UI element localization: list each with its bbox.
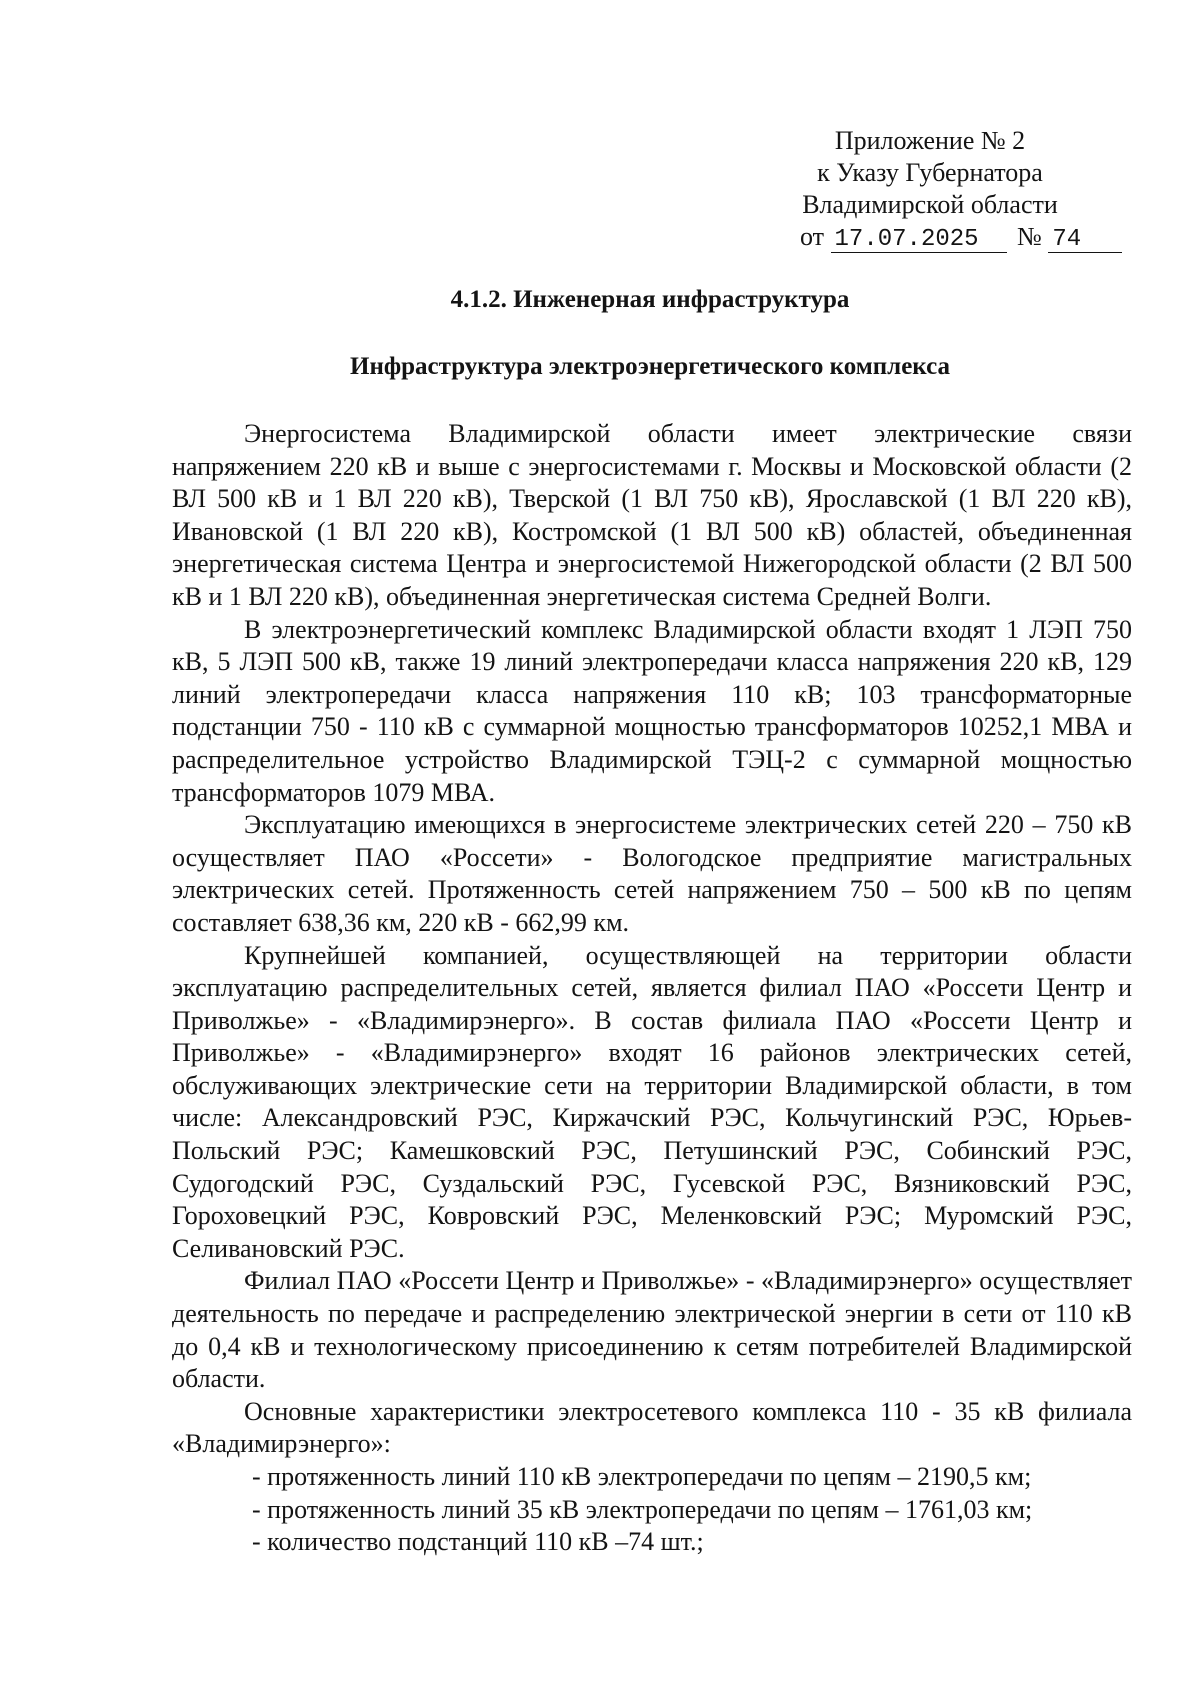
decree-number: 74 xyxy=(1048,228,1122,253)
appendix-line-1: Приложение № 2 xyxy=(834,126,1026,155)
paragraph: В электроэнергетический комплекс Владимирской области входят 1 ЛЭП 750 кВ, 5 ЛЭП 500 кВ, также 19 линий электропередачи класса напряжения 220 кВ, 129 линий электропередачи класса напряжения 110 кВ; 103 трансформаторные подстанции 750 - 110 кВ с суммарной мощностью трансформаторов 10252,1 МВА и распределительное устройство Владимирской ТЭЦ-2 с суммарной мощностью трансформаторов 1079 МВА. xyxy=(172,614,1132,807)
appendix-line-3: Владимирской области xyxy=(802,190,1058,219)
section-title-block xyxy=(0,284,1200,316)
appendix-header xyxy=(760,125,1100,253)
subtitle-block xyxy=(0,351,1200,383)
decree-date: 17.07.2025 xyxy=(831,228,1007,253)
list-item: - протяженность линий 110 кВ электропередачи по цепям – 2190,5 км; xyxy=(252,1462,1032,1491)
subtitle: Инфраструктура электроэнергетического комплекса xyxy=(350,353,950,380)
appendix-date-line xyxy=(760,221,1100,253)
list-item: - протяженность линий 35 кВ электропередачи по цепям – 1761,03 км; xyxy=(252,1494,1033,1524)
appendix-line-2: к Указу Губернатора xyxy=(817,158,1043,187)
number-prefix: № xyxy=(1017,222,1042,251)
paragraph: Энергосистема Владимирской области имеет электрические связи напряжением 220 кВ и выше с энергосистемами г. Москвы и Московской области (2 ВЛ 500 кВ и 1 ВЛ 220 кВ), Тверской (1 ВЛ 750 кВ), Ярославской (1 ВЛ 220 кВ), Ивановской (1 ВЛ 220 кВ), Костромской (1 ВЛ 500 кВ) областей, объединенная энергетическая система Центра и энергосистемой Нижегородской области (2 ВЛ 500 кВ и 1 ВЛ 220 кВ), объединенная энергетическая система Средней Волги. xyxy=(172,419,1132,611)
paragraph: Основные характеристики электросетевого комплекса 110 - 35 кВ филиала «Владимирэнерго»: xyxy=(172,1396,1132,1459)
date-prefix: от xyxy=(800,222,825,251)
document-body xyxy=(172,418,1132,1559)
paragraph: Эксплуатацию имеющихся в энергосистеме электрических сетей 220 – 750 кВ осуществляет ПАО «Россети» - Вологодское предприятие магистральных электрических сетей. Протяженность сетей напряжением 750 – 500 кВ по цепям составляет 638,36 км, 220 кВ - 662,99 км. xyxy=(172,810,1132,937)
list-item: - количество подстанций 110 кВ –74 шт.; xyxy=(252,1527,704,1557)
paragraph: Крупнейшей компанией, осуществляющей на территории области эксплуатацию распределительных сетей, является филиал ПАО «Россети Центр и Приволжье» - «Владимирэнерго». В состав филиала ПАО «Россети Центр и Приволжье» - «Владимирэнерго» входят 16 районов электрических сетей, обслуживающих электрические сети на территории Владимирской области, в том числе: Александровский РЭС, Киржачский РЭС, Кольчугинский РЭС, Юрьев-Польский РЭС; Камешковский РЭС, Петушинский РЭС, Собинский РЭС, Судогодский РЭС, Суздальский РЭС, Гусевской РЭС, Вязниковский РЭС, Гороховецкий РЭС, Ковровский РЭС, Меленковский РЭС; Муромский РЭС, Селивановский РЭС. xyxy=(172,940,1132,1263)
section-title: 4.1.2. Инженерная инфраструктура xyxy=(450,286,850,313)
paragraph: Филиал ПАО «Россети Центр и Приволжье» - «Владимирэнерго» осуществляет деятельность по передаче и распределению электрической энергии в сети от 110 кВ до 0,4 кВ и технологическому присоединению к сетям потребителей Владимирской области. xyxy=(172,1266,1132,1394)
